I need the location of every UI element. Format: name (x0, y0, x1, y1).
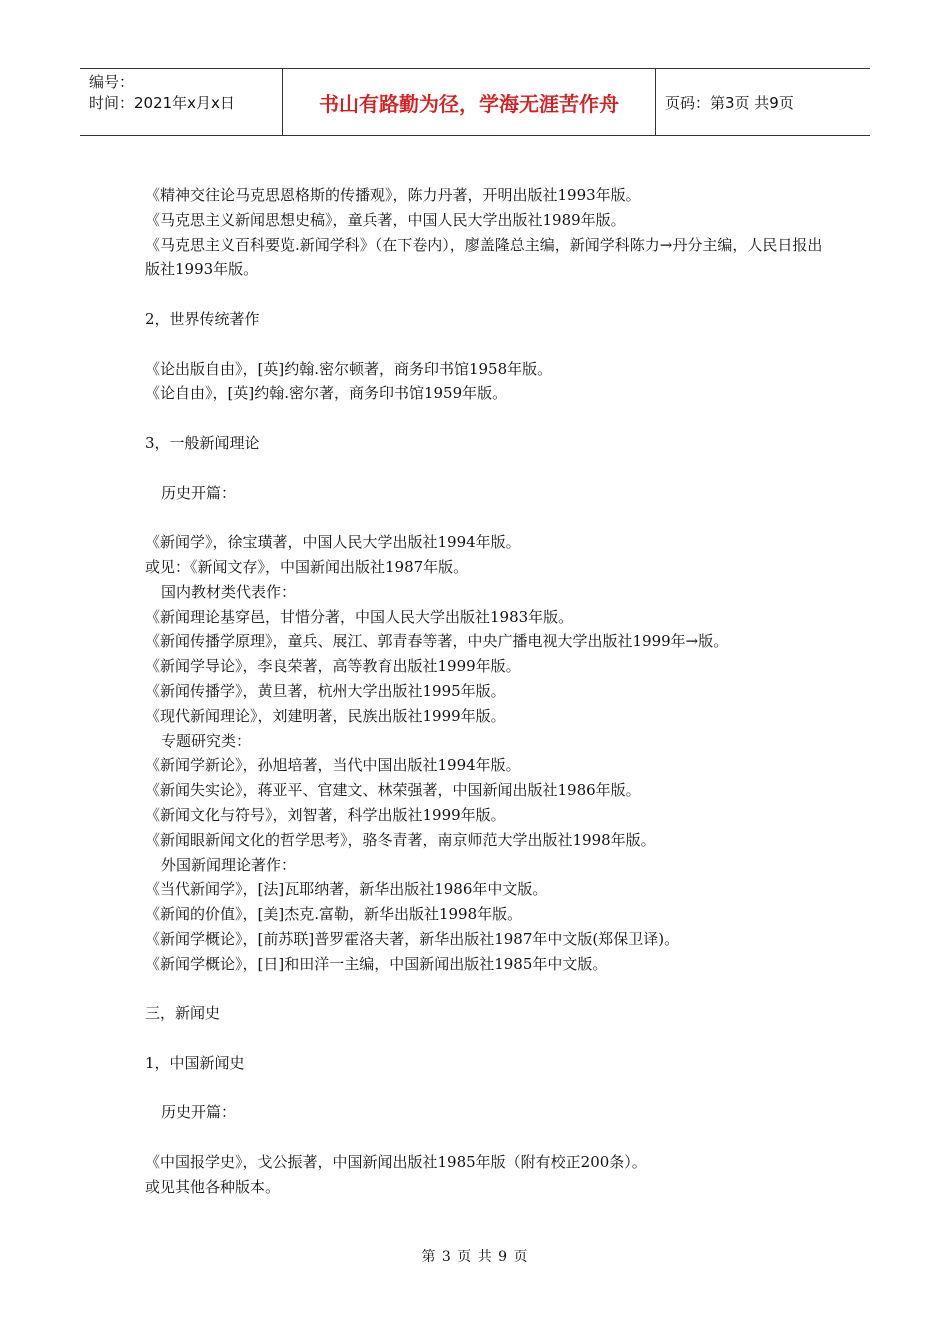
text-line: 或见其他各种版本。 (145, 1177, 281, 1196)
text-line: 《论出版自由》，[英]约翰.密尔顿著，商务印书馆1958年版。 (145, 359, 553, 378)
text-line: 3，一般新闻理论 (145, 433, 260, 452)
blank-line (145, 1026, 825, 1051)
text-line: 《新闻传播学原理》，童兵、展江、郭青春等著，中央广播电视大学出版社1999年→版。 (145, 632, 729, 651)
document-number-label: 编号： (89, 73, 135, 91)
section-subheading: 外国新闻理论著作： (161, 855, 297, 874)
text-line: 《新闻传播学》，黄旦著，杭州大学出版社1995年版。 (145, 681, 506, 700)
blank-line (145, 282, 825, 307)
text-line: 《新闻文化与符号》，刘智著，科学出版社1999年版。 (145, 805, 506, 824)
text-line: 《新闻失实论》，蒋亚平、官建文、林荣强著，中国新闻出版社1986年版。 (145, 781, 641, 800)
text-line: 《当代新闻学》，[法]瓦耶纳著，新华出版社1986年中文版。 (145, 880, 548, 899)
text-line: 《新闻学概论》，[日]和田洋一主编，中国新闻出版社1985年中文版。 (145, 954, 608, 973)
text-line: 《新闻学新论》，孙旭培著，当代中国出版社1994年版。 (145, 756, 521, 775)
blank-line (145, 1076, 825, 1101)
section-subheading: 国内教材类代表作： (161, 582, 297, 601)
header-motto-cell (283, 69, 656, 135)
header-meta-cell (80, 69, 283, 135)
text-line: 《论自由》，[英]约翰.密尔著，商务印书馆1959年版。 (145, 384, 508, 403)
document-body (145, 183, 825, 1200)
text-line: 《新闻眼新闻文化的哲学思考》，骆冬青著，南京师范大学出版社1998年版。 (145, 830, 656, 849)
blank-line (145, 505, 825, 530)
section-subheading: 历史开篇： (161, 1103, 237, 1122)
page-footer: 第 3 页 共 9 页 (421, 1249, 529, 1265)
blank-line (145, 332, 825, 357)
header-page-cell (656, 69, 870, 135)
text-line: 《现代新闻理论》，刘建明著，民族出版社1999年版。 (145, 706, 506, 725)
text-line: 《新闻的价值》，[美]杰克.富勒，新华出版社1998年版。 (145, 905, 523, 924)
blank-line (145, 977, 825, 1002)
text-line: 《精神交往论马克思恩格斯的传播观》，陈力丹著，开明出版社1993年版。 (145, 186, 641, 204)
text-line: 2，世界传统著作 (145, 309, 260, 328)
header-motto: 书山有路勤为径，学海无涯苦作舟 (319, 91, 619, 116)
text-line: 《新闻学》，徐宝璜著，中国人民大学出版社1994年版。 (145, 533, 521, 552)
header-page-label: 页码：第3页 共9页 (665, 93, 794, 112)
section-subheading: 历史开篇： (161, 483, 237, 502)
text-line: 《马克思主义新闻思想史稿》，童兵著，中国人民大学出版社1989年版。 (145, 210, 626, 229)
text-line: 《马克思主义百科要览.新闻学科》（在下卷内），廖盖隆总主编，新闻学科陈力→丹分主编，人民日报出版社1993年版。 (145, 235, 823, 279)
blank-line (145, 456, 825, 481)
text-line: 《中国报学史》，戈公振著，中国新闻出版社1985年版（附有校正200条）。 (145, 1153, 647, 1172)
document-header (80, 68, 870, 136)
blank-line (145, 406, 825, 431)
text-line: 或见：《新闻文存》，中国新闻出版社1987年版。 (145, 557, 469, 576)
document-date-label: 时间：2021年x月x日 (89, 94, 235, 112)
text-line: 《新闻学概论》，[前苏联]普罗霍洛夫著，新华出版社1987年中文版(郑保卫译)。 (145, 929, 680, 948)
text-line: 三，新闻史 (145, 1004, 221, 1023)
section-subheading: 专题研究类： (161, 731, 252, 750)
blank-line (145, 1125, 825, 1150)
text-line: 《新闻学导论》，李良荣著，高等教育出版社1999年版。 (145, 657, 521, 676)
text-line: 1，中国新闻史 (145, 1053, 245, 1072)
text-line: 《新闻理论基穿⾢，甘惜分著，中国人民大学出版社1983年版。 (145, 607, 574, 626)
